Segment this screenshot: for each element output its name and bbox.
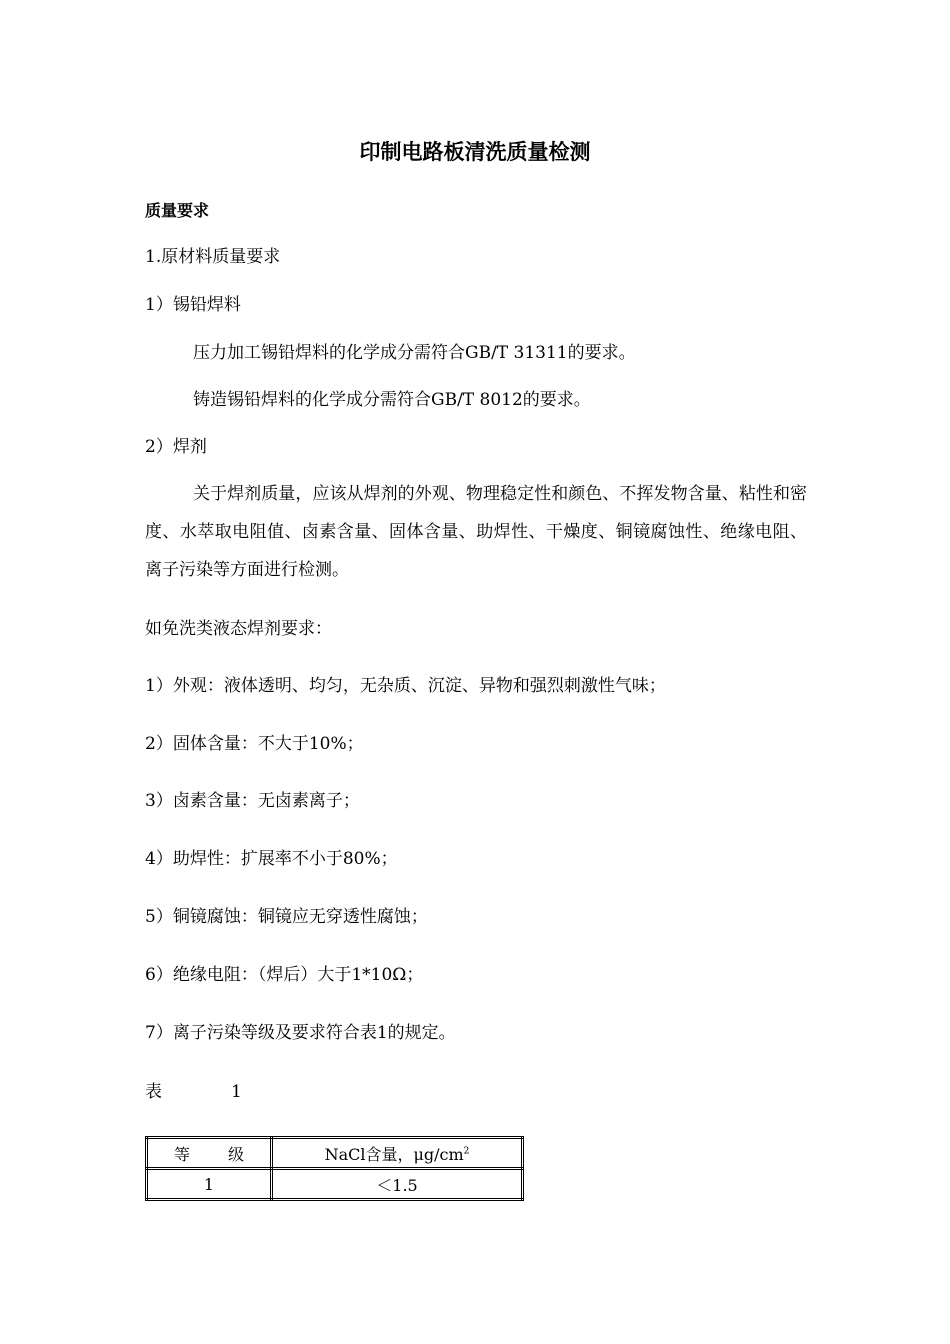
item-flux: 2）焊剂 — [145, 437, 207, 457]
requirement-item: 3）卤素含量：无卤素离子； — [145, 791, 360, 811]
header-grade — [147, 1138, 272, 1169]
header-nacl-superscript: 2 — [463, 1146, 470, 1157]
requirement-item: 6）绝缘电阻：（焊后）大于1*10Ω； — [145, 965, 424, 985]
section-heading: 质量要求 — [145, 201, 210, 220]
cell-grade: 1 — [147, 1169, 272, 1200]
flux-intro: 如免洗类液态焊剂要求： — [145, 619, 332, 639]
header-nacl-text: NaCl含量，μg/cm — [324, 1144, 464, 1164]
cell-nacl-value: ＜1.5 — [272, 1169, 523, 1200]
solder-standard-1: 压力加工锡铅焊料的化学成分需符合GB/T 31311的要求。 — [193, 343, 636, 363]
subsection-raw-materials: 1.原材料质量要求 — [145, 247, 281, 267]
header-grade-char-b: 级 — [228, 1144, 245, 1164]
ion-contamination-table — [145, 1136, 524, 1201]
page-title: 印制电路板清洗质量检测 — [359, 140, 591, 164]
requirement-item: 5）铜镜腐蚀：铜镜应无穿透性腐蚀； — [145, 907, 428, 927]
flux-paragraph: 关于焊剂质量，应该从焊剂的外观、物理稳定性和颜色、不挥发物含量、粘性和密度、水萃取电阻值、卤素含量、固体含量、助焊性、干燥度、铜镜腐蚀性、绝缘电阻、离子污染等方面进行检测。 — [145, 484, 807, 580]
requirement-item: 4）助焊性：扩展率不小于80%； — [145, 849, 398, 869]
table-row — [147, 1169, 523, 1200]
solder-standard-2: 铸造锡铅焊料的化学成分需符合GB/T 8012的要求。 — [193, 390, 591, 410]
requirement-item: 7）离子污染等级及要求符合表1的规定。 — [145, 1023, 456, 1043]
table-caption-number: 1 — [231, 1082, 242, 1102]
table-caption-label: 表 — [145, 1082, 162, 1102]
header-nacl — [272, 1138, 523, 1169]
item-solder: 1）锡铅焊料 — [145, 295, 241, 315]
header-grade-char-a: 等 — [173, 1144, 190, 1164]
table-header-row — [147, 1138, 523, 1169]
requirement-item: 2）固体含量：不大于10%； — [145, 734, 364, 754]
requirement-item: 1）外观：液体透明、均匀，无杂质、沉淀、异物和强烈刺激性气味； — [145, 676, 666, 696]
